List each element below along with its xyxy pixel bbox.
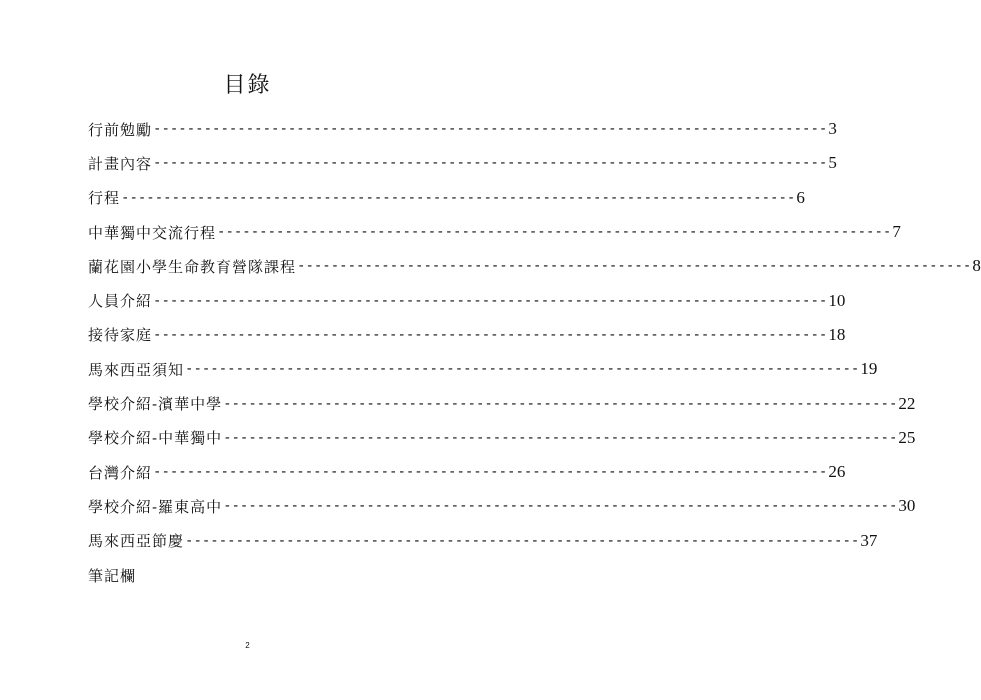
dash-leader: -------------------------------------------------------------------------------- bbox=[297, 258, 972, 275]
toc-entry[interactable] bbox=[88, 421, 916, 455]
toc-entry-page: 3 bbox=[828, 119, 837, 139]
toc-entry-label: 學校介紹-中華獨中 bbox=[88, 429, 223, 448]
toc-entry-label: 行程 bbox=[88, 189, 121, 208]
toc-entry[interactable] bbox=[88, 318, 846, 352]
dash-leader: -------------------------------------------------------------------------------- bbox=[217, 224, 892, 241]
dash-leader: -------------------------------------------------------------------------------- bbox=[153, 292, 828, 309]
toc-entry-label: 馬來西亞須知 bbox=[88, 360, 185, 379]
dash-leader: -------------------------------------------------------------------------------- bbox=[153, 464, 828, 481]
dash-leader: -------------------------------------------------------------------------------- bbox=[223, 429, 898, 446]
toc-entry-label: 接待家庭 bbox=[88, 326, 153, 345]
toc-entry[interactable] bbox=[88, 181, 805, 215]
toc-entry[interactable] bbox=[88, 249, 981, 283]
dash-leader: -------------------------------------------------------------------------------- bbox=[185, 361, 860, 378]
toc-entry[interactable] bbox=[88, 283, 846, 317]
toc-entry-label: 蘭花園小學生命教育營隊課程 bbox=[88, 257, 297, 276]
toc-entry-page: 19 bbox=[860, 359, 878, 379]
toc-entry-page: 37 bbox=[860, 530, 878, 550]
dash-leader: -------------------------------------------------------------------------------- bbox=[223, 498, 898, 515]
toc-entry[interactable] bbox=[88, 352, 878, 386]
toc-entry-page: 18 bbox=[828, 324, 846, 344]
toc-entry[interactable] bbox=[88, 146, 837, 180]
toc-entry-label: 台灣介紹 bbox=[88, 463, 153, 482]
toc-entry-page: 30 bbox=[898, 496, 916, 516]
toc-entry-label: 馬來西亞節慶 bbox=[88, 532, 185, 551]
toc-entry-label: 中華獨中交流行程 bbox=[88, 223, 217, 242]
toc-entry-page: 6 bbox=[796, 187, 805, 207]
toc-entry-page: 10 bbox=[828, 290, 846, 310]
toc-entry[interactable] bbox=[88, 489, 916, 523]
dash-leader: -------------------------------------------------------------------------------- bbox=[153, 326, 828, 343]
dash-leader: -------------------------------------------------------------------------------- bbox=[121, 189, 796, 206]
table-of-contents bbox=[88, 112, 981, 592]
page-number: 2 bbox=[245, 641, 250, 650]
toc-title: 目錄 bbox=[223, 73, 272, 98]
toc-entry-page: 8 bbox=[972, 256, 981, 276]
toc-entry-page: 26 bbox=[828, 462, 846, 482]
toc-entry-label: 筆記欄 bbox=[88, 566, 137, 585]
toc-entry-notes[interactable] bbox=[88, 558, 374, 592]
toc-entry[interactable] bbox=[88, 215, 901, 249]
toc-entry-page: 5 bbox=[828, 153, 837, 173]
dash-leader: -------------------------------------------------------------------------------- bbox=[223, 395, 898, 412]
toc-entry-label: 計畫內容 bbox=[88, 154, 153, 173]
dash-leader: -------------------------------------------------------------------------------- bbox=[153, 155, 828, 172]
toc-entry[interactable] bbox=[88, 386, 916, 420]
toc-entry-label: 學校介紹-濱華中學 bbox=[88, 395, 223, 414]
dash-leader: -------------------------------------------------------------------------------- bbox=[185, 532, 860, 549]
toc-entry[interactable] bbox=[88, 455, 846, 489]
toc-entry[interactable] bbox=[88, 524, 878, 558]
toc-entry[interactable] bbox=[88, 112, 837, 146]
toc-entry-label: 人員介紹 bbox=[88, 292, 153, 311]
toc-entry-page: 22 bbox=[898, 393, 916, 413]
dash-leader: -------------------------------------------------------------------------------- bbox=[153, 121, 828, 138]
toc-entry-page: 25 bbox=[898, 427, 916, 447]
toc-entry-label: 學校介紹-羅東高中 bbox=[88, 497, 223, 516]
toc-entry-page: 7 bbox=[892, 222, 901, 242]
toc-entry-label: 行前勉勵 bbox=[88, 120, 153, 139]
